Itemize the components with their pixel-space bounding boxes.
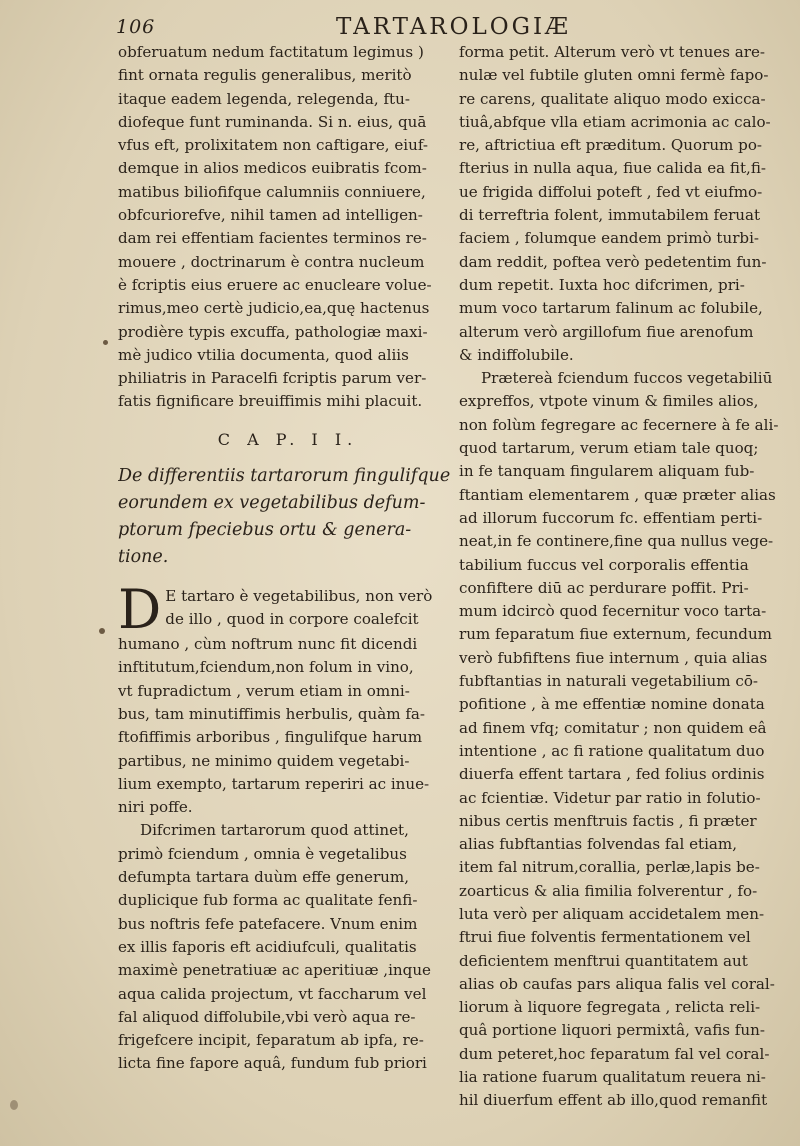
left-paragraph-1 xyxy=(118,41,458,414)
text-line: quâ portione liquori permixtâ, vafis fun- xyxy=(459,1021,765,1040)
text-line: tabilium fuccus vel corporalis effentia xyxy=(459,555,749,574)
text-line: prodière typis excuffa, pathologiæ maxi- xyxy=(118,322,428,341)
text-line: pofitione , à me effentiæ nomine donata xyxy=(459,695,765,714)
running-title: TARTAROLOGIÆ xyxy=(336,14,572,40)
text-line: deficientem menftrui quantitatem aut xyxy=(459,951,748,970)
text-line: fubftantias in naturali vegetabilium cō- xyxy=(459,672,759,691)
left-paragraph-2 xyxy=(118,578,458,819)
ink-spot xyxy=(10,1100,18,1110)
text-line: ue frigida diffolui poteft , fed vt eiufmo- xyxy=(459,182,763,201)
text-line: ftofiffimis arboribus , fingulifque harum xyxy=(118,728,423,747)
text-line: expreffos, vtpote vinum & fimiles alios, xyxy=(459,392,759,411)
page-header xyxy=(116,6,796,42)
text-line: partibus, ne minimo quidem vegetabi- xyxy=(118,751,410,770)
text-line: liorum à liquore fegregata , relicta reli- xyxy=(459,998,761,1017)
drop-cap: D xyxy=(118,578,162,642)
text-line: luta verò per aliquam accidetalem men- xyxy=(459,904,765,923)
text-line: diuerfa effent tartara , fed folius ordinis xyxy=(459,765,765,784)
text-line: item fal nitrum,corallia, perlæ,lapis be- xyxy=(459,858,760,877)
text-line: alterum verò argillofum fiue arenofum xyxy=(459,322,754,341)
text-line: obfcuriorefve, nihil tamen ad intelligen- xyxy=(118,206,423,225)
text-line: defumpta tartara duùm effe generum, xyxy=(118,868,409,887)
text-line: nulæ vel fubtile gluten omni fermè fapo- xyxy=(459,66,769,85)
text-line: ex illis faporis eft acidiufculi, qualitatis xyxy=(118,937,417,956)
text-line: demque in alios medicos euibratis fcom- xyxy=(118,159,427,178)
text-line: re, aftrictiua eft præditum. Quorum po- xyxy=(459,136,763,155)
text-line: ptorum fpeciebus ortu & genera- xyxy=(118,520,412,541)
text-line: non folùm fegregare ac fecernere à fe ali- xyxy=(459,415,779,434)
text-line: di terreftria folent, immutabilem feruat xyxy=(459,206,761,225)
ink-spot xyxy=(99,628,105,634)
text-line: dam reddit, poftea verò pedetentim fun- xyxy=(459,252,767,271)
text-line: vt fupradictum , verum etiam in omni- xyxy=(118,681,410,700)
text-line: duplicique fub forma ac qualitate fenfi- xyxy=(118,891,418,910)
text-line: re carens, qualitate aliquo modo exicca- xyxy=(459,89,766,108)
text-line: vfus eft, prolixitatem non caftigare, eiuf- xyxy=(118,136,428,155)
chapter-heading: C A P. I I. xyxy=(217,429,359,449)
text-line: philiatris in Paracelfi fcriptis parum ver- xyxy=(118,369,427,388)
right-column xyxy=(459,41,797,1113)
drop-cap-lines xyxy=(118,578,458,642)
text-line: obferuatum nedum factitatum legimus ) xyxy=(118,43,424,61)
right-paragraph-2 xyxy=(459,367,797,1113)
chapter-title xyxy=(118,463,458,571)
right-paragraph-1 xyxy=(459,41,797,367)
text-line: E tartaro è vegetabilibus, non verò xyxy=(165,587,433,606)
text-line: matibus biliofifque calumniis conniuere, xyxy=(118,182,426,201)
text-line: confiftere diū ac perdurare poffit. Pri- xyxy=(459,578,749,597)
text-line: fal aliquod diffolubile,vbi verò aqua re- xyxy=(118,1007,416,1026)
text-line: lia ratione fuarum qualitatum reuera ni- xyxy=(459,1068,766,1087)
text-line: mè judico vtilia documenta, quod aliis xyxy=(118,345,409,364)
text-line: & indiffolubile. xyxy=(459,345,574,364)
text-line: dam rei effentiam facientes terminos re- xyxy=(118,229,427,248)
text-line: fatis fignificare breuiffimis mihi placuit. xyxy=(118,392,423,411)
text-line: mum voco tartarum falinum ac folubile, xyxy=(459,299,763,318)
text-line: mum idcircò quod fecernitur voco tarta- xyxy=(459,602,767,621)
text-line: aqua calida projectum, vt faccharum vel xyxy=(118,984,427,1003)
text-line: ac fcientiæ. Videtur par ratio in folutio- xyxy=(459,788,761,807)
text-line: zoarticus & alia fimilia folverentur , fo- xyxy=(459,881,758,900)
text-line: Prætereà fciendum fuccos vegetabiliū xyxy=(481,369,773,388)
text-line: mouere , doctrinarum è contra nucleum xyxy=(118,252,425,271)
text-line: lium exempto, tartarum reperiri ac inue- xyxy=(118,774,430,793)
text-line: inftitutum,fciendum,non folum in vino, xyxy=(118,658,414,677)
text-line: eorundem ex vegetabilibus defum- xyxy=(118,493,426,514)
text-line: niri poffe. xyxy=(118,798,193,817)
text-line: in fe tanquam fingularem aliquam fub- xyxy=(459,462,755,481)
text-line: rimus,meo certè judicio,ea,quę hactenus xyxy=(118,299,430,318)
text-line: De differentiis tartarorum fingulifque xyxy=(118,466,451,487)
text-line: ad finem vfq; comitatur ; non quidem eâ xyxy=(459,718,767,737)
text-line: forma petit. Alterum verò vt tenues are- xyxy=(459,43,766,61)
text-line: neat,in fe continere,fine qua nullus vege- xyxy=(459,532,774,551)
left-paragraph-2-body xyxy=(118,633,458,819)
text-line: dum repetit. Iuxta hoc difcrimen, pri- xyxy=(459,275,745,294)
text-line: ftantiam elementarem , quæ præter alias xyxy=(459,485,776,504)
text-line: tiuâ,abfque vlla etiam acrimonia ac calo- xyxy=(459,112,771,131)
text-line: diofeque funt ruminanda. Si n. eius, quā xyxy=(118,112,427,131)
text-line: itaque eadem legenda, relegenda, ftu- xyxy=(118,89,410,108)
text-line: bus noftris fefe patefacere. Vnum enim xyxy=(118,914,418,933)
text-line: rum feparatum fiue externum, fecundum xyxy=(459,625,772,644)
left-column xyxy=(118,41,458,1076)
text-line: dum peteret,hoc feparatum fal vel coral- xyxy=(459,1044,770,1063)
text-line: de illo , quod in corpore coalefcit xyxy=(165,610,419,629)
text-line: fint ornata regulis generalibus, meritò xyxy=(118,66,412,85)
text-line: maximè penetratiuæ ac aperitiuæ ,inque xyxy=(118,961,431,980)
text-line: intentione , ac fi ratione qualitatum duo xyxy=(459,741,765,760)
text-line: hil diuerfum effent ab illo,quod remanfit xyxy=(459,1091,768,1110)
text-line: humano , cùm noftrum nunc fit dicendi xyxy=(118,635,418,654)
text-line: Difcrimen tartarorum quod attinet, xyxy=(140,821,409,840)
text-line: primò fciendum , omnia è vegetalibus xyxy=(118,844,407,863)
left-paragraph-3 xyxy=(118,819,458,1075)
text-line: verò fubfiftens fiue internum , quia alias xyxy=(459,648,768,667)
text-line: alias ob caufas pars aliqua falis vel coral- xyxy=(459,974,775,993)
page-number: 106 xyxy=(116,16,156,38)
text-line: frigefcere incipit, feparatum ab ipfa, re- xyxy=(118,1031,424,1050)
text-line: tione. xyxy=(118,547,169,568)
text-line: alias fubftantias folvendas fal etiam, xyxy=(459,835,738,854)
text-line: è fcriptis eius eruere ac enucleare volue- xyxy=(118,275,432,294)
text-line: bus, tam minutiffimis herbulis, quàm fa- xyxy=(118,704,426,723)
text-line: ftrui fiue folventis fermentationem vel xyxy=(459,928,751,947)
text-line: faciem , folumque eandem primò turbi- xyxy=(459,229,760,248)
text-line: licta fine fapore aquâ, fundum fub priori xyxy=(118,1054,427,1073)
text-line: nibus certis menftruis factis , fi præter xyxy=(459,811,757,830)
text-line: quod tartarum, verum etiam tale quoq; xyxy=(459,439,759,458)
text-line: fterius in nulla aqua, fiue calida ea fit,fi- xyxy=(459,159,767,178)
ink-spot xyxy=(103,340,108,345)
text-line: ad illorum fuccorum fc. effentiam perti- xyxy=(459,508,763,527)
